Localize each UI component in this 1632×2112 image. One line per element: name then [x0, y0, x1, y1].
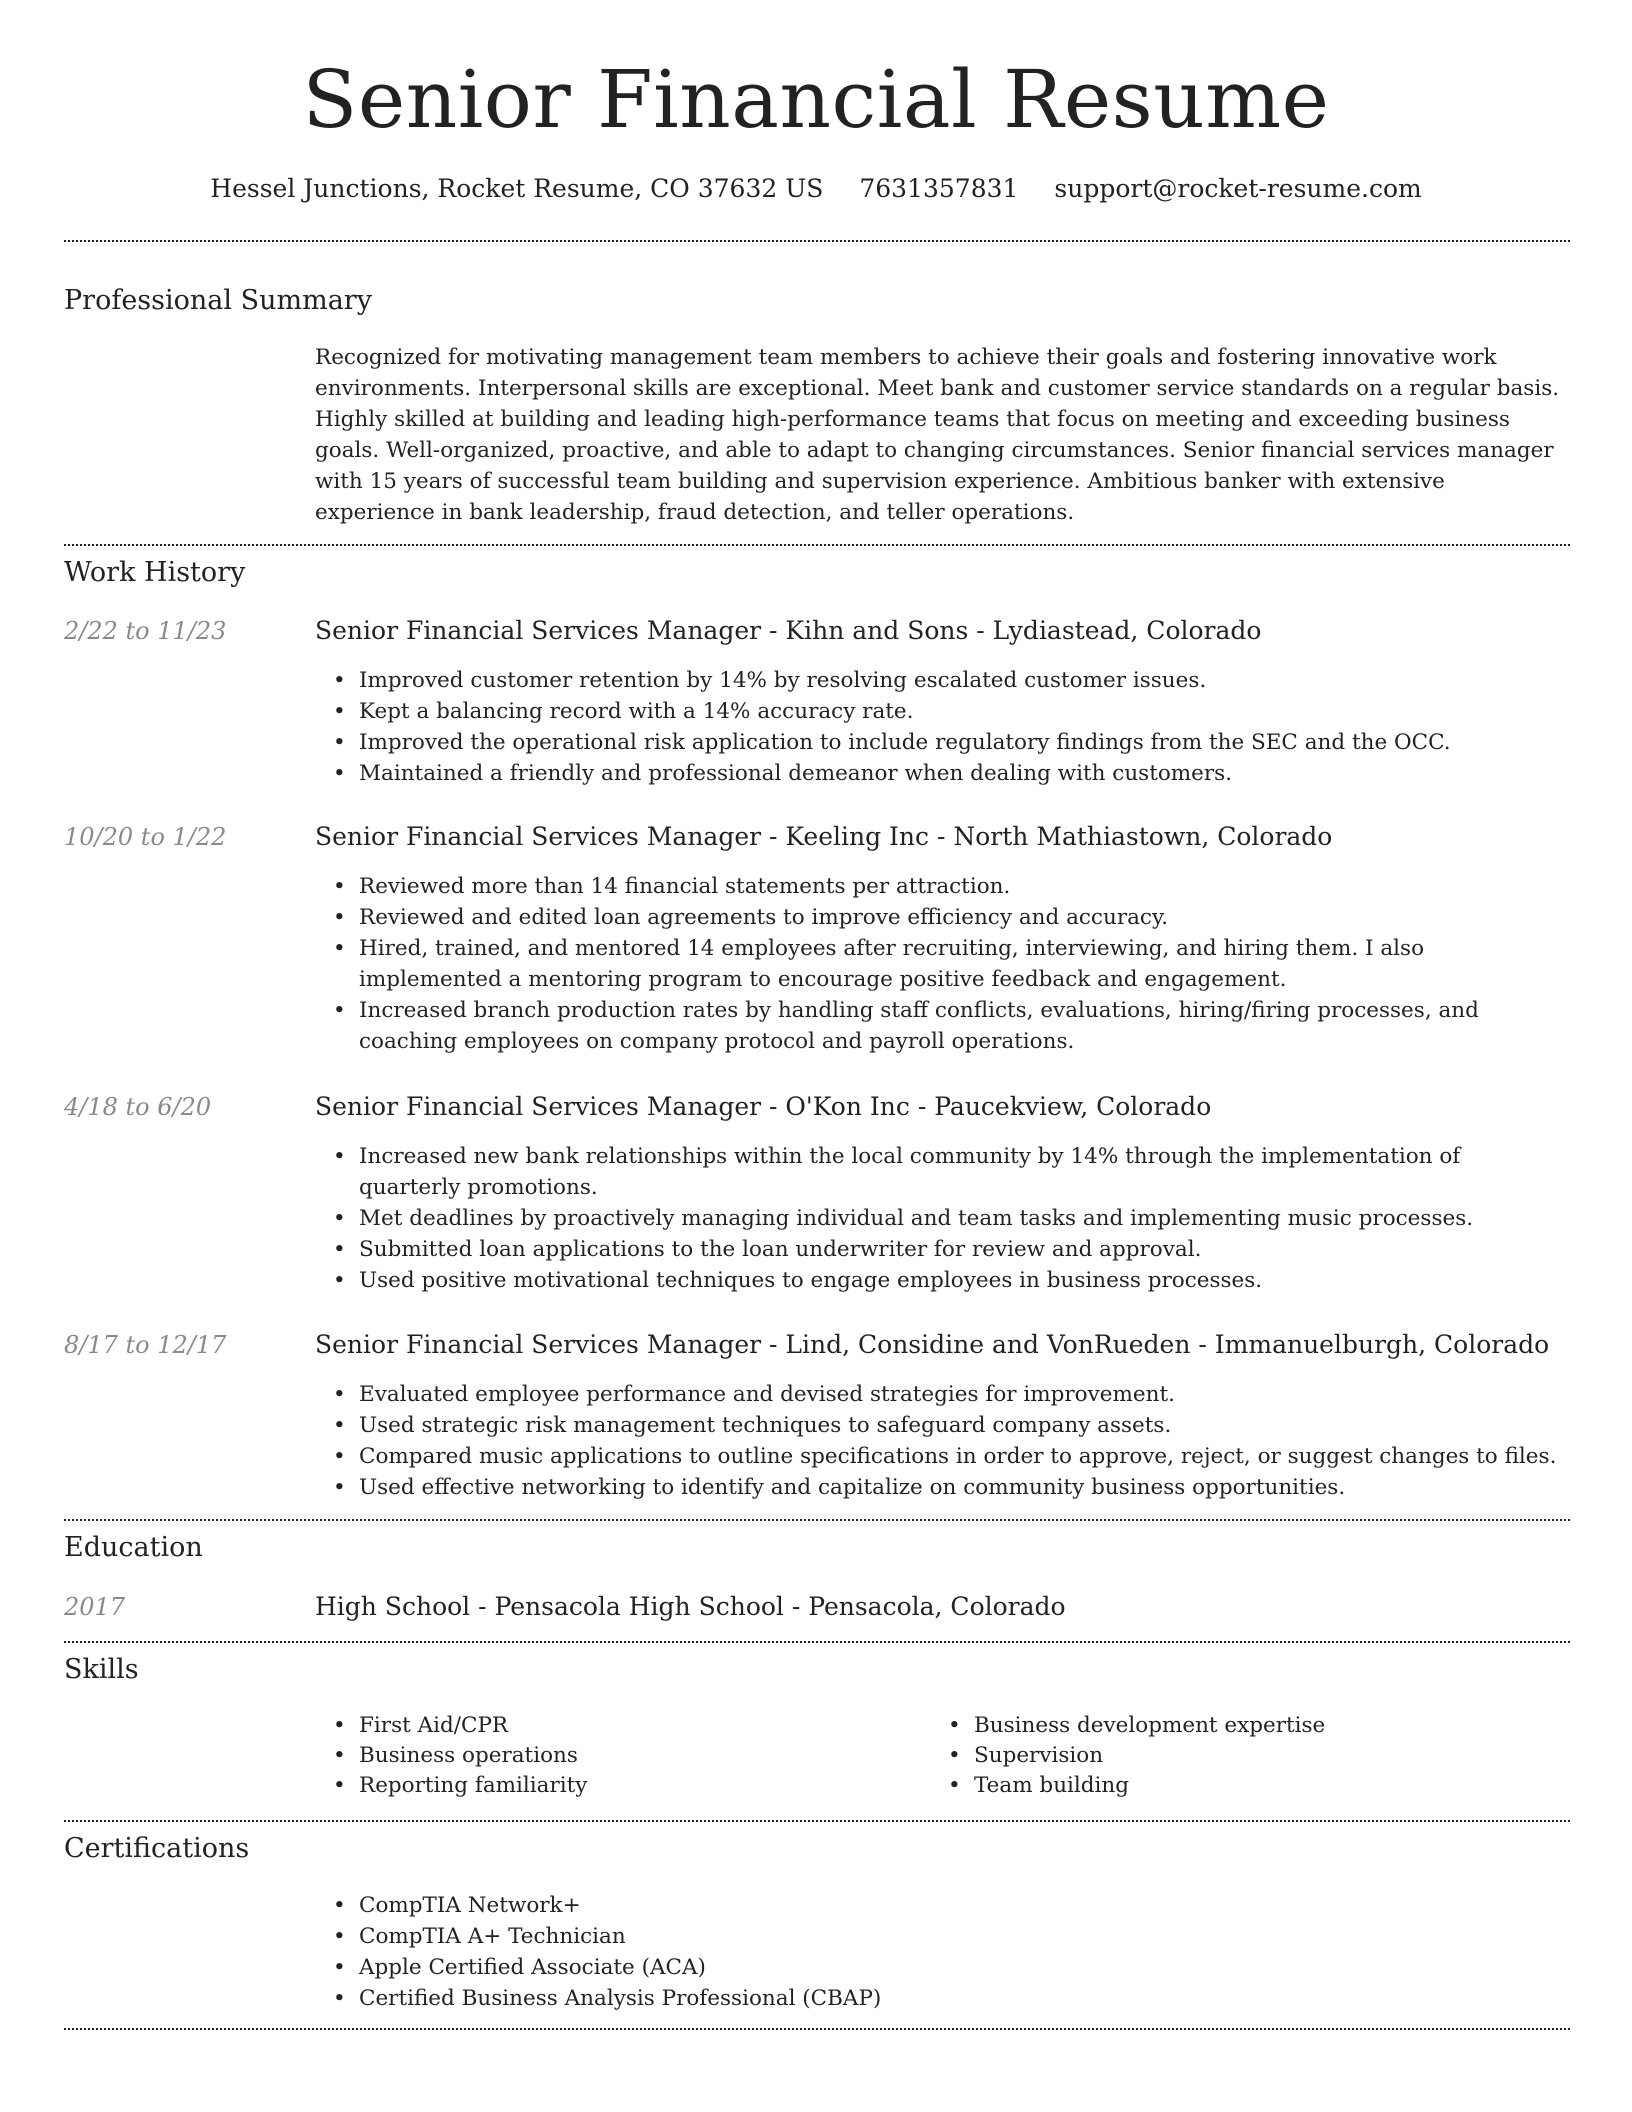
list-item: • Submitted loan applications to the loan underwriter for review and approval. — [315, 1234, 1565, 1265]
list-item: • Apple Certified Associate (ACA) — [315, 1952, 1565, 1983]
list-item: • Maintained a friendly and professional demeanor when dealing with customers. — [315, 758, 1565, 789]
job-heading: Senior Financial Services Manager - Kihn and Sons - Lydiastead, Colorado — [315, 616, 1262, 645]
job-heading: Senior Financial Services Manager - O'Kon Inc - Paucekview, Colorado — [315, 1092, 1212, 1121]
list-item: • CompTIA Network+ — [315, 1890, 1565, 1921]
section-divider — [64, 240, 1570, 242]
resume-title: Senior Financial Resume — [302, 53, 1330, 146]
list-item: • Kept a balancing record with a 14% accuracy rate. — [315, 696, 1565, 727]
work-section-title: Work History — [64, 557, 246, 588]
job-dates: 4/18 to 6/20 — [64, 1093, 212, 1121]
list-item: • Met deadlines by proactively managing individual and team tasks and implementing music processes. — [315, 1203, 1565, 1234]
certifications-list — [315, 1890, 1565, 2014]
certifications-section-title: Certifications — [64, 1833, 250, 1864]
summary-section-title: Professional Summary — [64, 285, 372, 316]
education-section-title: Education — [64, 1532, 203, 1563]
contact-phone: 7631357831 — [859, 174, 1019, 203]
list-item: • Increased new bank relationships within the local community by 14% through the implementation of quarterly promotions. — [315, 1141, 1565, 1203]
section-divider — [64, 2028, 1570, 2030]
skills-list-right — [930, 1711, 1530, 1801]
contact-line — [0, 172, 1632, 206]
section-divider — [64, 1820, 1570, 1822]
contact-address: Hessel Junctions, Rocket Resume, CO 37632 US — [210, 174, 824, 203]
list-item: • Certified Business Analysis Professional (CBAP) — [315, 1983, 1565, 2014]
list-item: • Increased branch production rates by handling staff conflicts, evaluations, hiring/firing processes, and coaching employees on company protocol and payroll operations. — [315, 995, 1565, 1057]
job-bullets — [315, 1379, 1565, 1503]
list-item: • Reporting familiarity — [315, 1771, 915, 1801]
list-item: • Reviewed and edited loan agreements to improve efficiency and accuracy. — [315, 902, 1565, 933]
list-item: • Business development expertise — [930, 1711, 1530, 1741]
job-dates: 8/17 to 12/17 — [64, 1331, 227, 1359]
job-heading: Senior Financial Services Manager - Lind, Considine and VonRueden - Immanuelburgh, Colorado — [315, 1330, 1550, 1359]
skills-list-left — [315, 1711, 915, 1801]
job-heading: Senior Financial Services Manager - Keeling Inc - North Mathiastown, Colorado — [315, 822, 1333, 851]
contact-email: support@rocket-resume.com — [1054, 174, 1422, 203]
section-divider — [64, 1519, 1570, 1521]
list-item: • CompTIA A+ Technician — [315, 1921, 1565, 1952]
job-bullets — [315, 1141, 1565, 1296]
list-item: • Improved customer retention by 14% by resolving escalated customer issues. — [315, 665, 1565, 696]
section-divider — [64, 544, 1570, 546]
list-item: • Used positive motivational techniques to engage employees in business processes. — [315, 1265, 1565, 1296]
list-item: • Team building — [930, 1771, 1530, 1801]
skills-section-title: Skills — [64, 1654, 139, 1685]
list-item: • Reviewed more than 14 financial statements per attraction. — [315, 871, 1565, 902]
section-divider — [64, 1641, 1570, 1643]
list-item: • Improved the operational risk application to include regulatory findings from the SEC and the OCC. — [315, 727, 1565, 758]
job-dates: 10/20 to 1/22 — [64, 823, 227, 851]
list-item: • Supervision — [930, 1741, 1530, 1771]
job-bullets — [315, 871, 1565, 1057]
summary-text: Recognized for motivating management team members to achieve their goals and fostering innovative work environments. Interpersonal skills are exceptional. Meet bank and customer service standards on a regular basis. Highly skilled at building and leading high-performance teams that focus on meeting and exceeding business goals. Well-organized, proactive, and able to adapt to changing circumstances. Senior financial services manager with 15 years of successful team building and supervision experience. Ambitious banker with extensive experience in bank leadership, fraud detection, and teller operations. — [315, 345, 1560, 525]
job-dates: 2/22 to 11/23 — [64, 617, 227, 645]
education-heading: High School - Pensacola High School - Pensacola, Colorado — [315, 1592, 1066, 1621]
list-item: • First Aid/CPR — [315, 1711, 915, 1741]
list-item: • Hired, trained, and mentored 14 employees after recruiting, interviewing, and hiring them. I also implemented a mentoring program to encourage positive feedback and engagement. — [315, 933, 1565, 995]
list-item: • Evaluated employee performance and devised strategies for improvement. — [315, 1379, 1565, 1410]
list-item: • Used effective networking to identify and capitalize on community business opportunities. — [315, 1472, 1565, 1503]
list-item: • Used strategic risk management techniques to safeguard company assets. — [315, 1410, 1565, 1441]
list-item: • Business operations — [315, 1741, 915, 1771]
education-year: 2017 — [64, 1593, 126, 1621]
list-item: • Compared music applications to outline specifications in order to approve, reject, or suggest changes to files. — [315, 1441, 1565, 1472]
job-bullets — [315, 665, 1565, 789]
